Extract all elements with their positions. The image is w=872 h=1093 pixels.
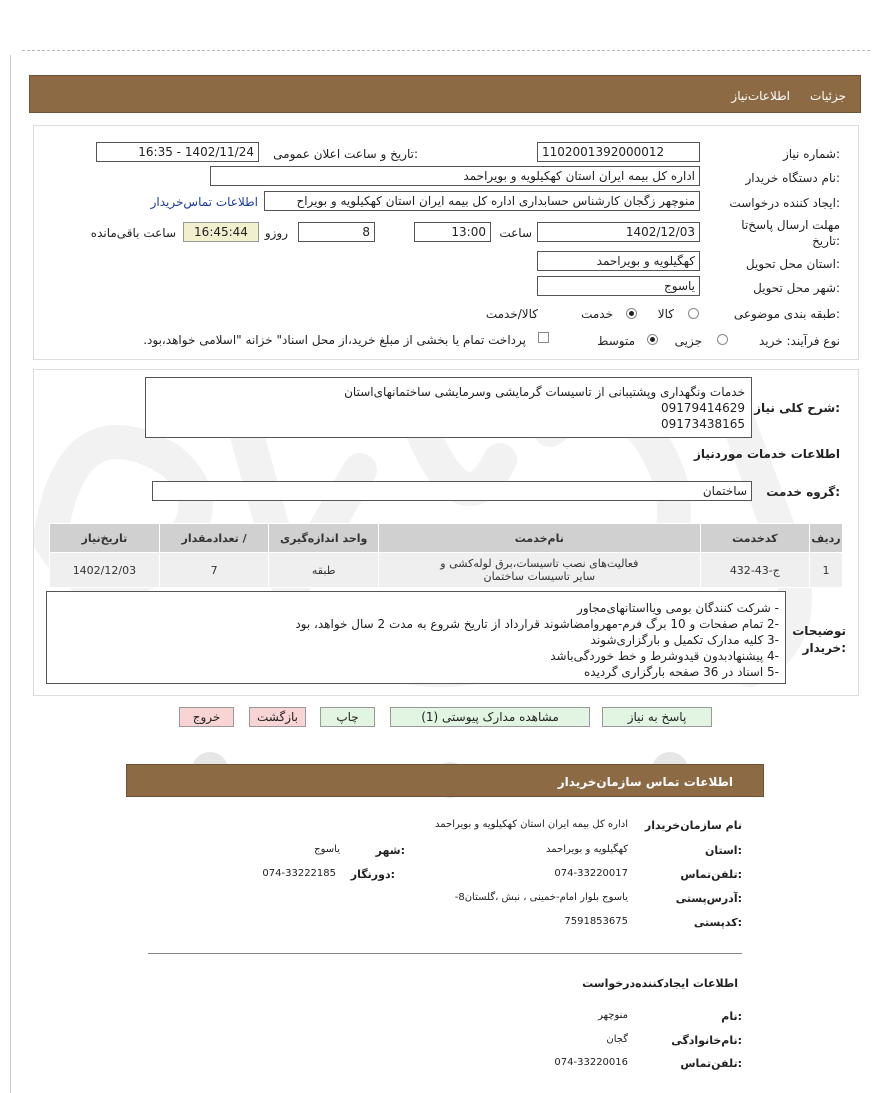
service-group-label: گروه خدمت: — [766, 485, 840, 499]
deadline-time-field[interactable]: 13:00 — [414, 222, 491, 242]
summary-line-1: خدمات ونگهداری وپشتیبانی از تاسیسات گرمایشی وسرمایشی ساختمانهای‌استان — [344, 385, 745, 399]
cell-qty: 7 — [159, 553, 269, 588]
note-line-1: - شرکت کنندگان بومی ویااستانهای‌مجاور — [577, 601, 779, 615]
time-label: ساعت — [499, 226, 532, 240]
deadline-label-2: تاریخ: — [812, 234, 840, 248]
buyer-org-field[interactable]: اداره کل بیمه ایران استان کهکیلویه و بویراحمد — [210, 166, 700, 186]
left-border — [10, 55, 11, 1093]
remaining-label: ساعت باقی‌مانده — [90, 226, 176, 240]
col-code: کدخدمت — [700, 524, 809, 553]
attachments-button[interactable]: مشاهده مدارک پیوستی (1) — [390, 707, 590, 727]
exit-button[interactable]: خروج — [179, 707, 234, 727]
cell-code: ج-43-432 — [700, 553, 809, 588]
announce-label: تاریخ و ساعت اعلان عمومی: — [273, 147, 418, 161]
buyer-contact-link[interactable]: اطلاعات تماس‌خریدار — [150, 195, 258, 209]
remaining-time-box: 16:45:44 — [183, 222, 259, 242]
radio-medium-label: متوسط — [597, 334, 635, 348]
contact-city-value: یاسوج — [314, 844, 340, 855]
need-number-field[interactable]: 1102001392000012 — [537, 142, 700, 162]
deadline-label: مهلت ارسال پاسخ‌تا — [741, 218, 840, 232]
contact-phone-label: تلفن‌تماس: — [680, 868, 742, 881]
buyer-org-label: نام دستگاه خریدار: — [745, 171, 840, 185]
announce-date-field[interactable]: 1402/11/24 - 16:35 — [96, 142, 259, 162]
contact-fax-value: 074-33222185 — [262, 868, 336, 879]
service-group-field[interactable]: ساختمان — [152, 481, 752, 501]
deadline-date-field[interactable]: 1402/12/03 — [537, 222, 700, 242]
notes-label: توضیحات — [792, 624, 846, 638]
table-row[interactable] — [50, 553, 843, 588]
summary-label: شرح کلی نیاز: — [754, 401, 840, 415]
creator-phone-label: تلفن‌تماس: — [680, 1057, 742, 1070]
org-name-value: اداره کل بیمه ایران استان کهکیلویه و بویراحمد — [435, 819, 628, 830]
contact-postal-label: کد‌پستی: — [693, 916, 742, 929]
cell-name-line-1: فعالیت‌های نصب تاسیسات،برق لوله‌کشی و — [440, 557, 639, 570]
cell-date: 1402/12/03 — [50, 553, 160, 588]
contact-phone-value: 074-33220017 — [554, 868, 628, 879]
tab-need-info[interactable]: اطلاعات‌نیاز — [731, 89, 790, 103]
contact-address-value: -یاسوج بلوار امام-خمینی ، نبش ،گلستان8 — [454, 892, 628, 903]
col-name: نام‌خدمت — [378, 524, 700, 553]
treasury-payment-note: پرداخت تمام یا بخشی از مبلغ خرید،از محل اسناد" خزانه "اسلامی خواهد،بود. — [143, 333, 526, 347]
city-field[interactable]: یاسوج — [537, 276, 700, 296]
top-divider — [22, 50, 870, 51]
radio-goods-service-label: کالا/خدمت — [485, 307, 538, 321]
days-label: روزو — [264, 226, 288, 240]
contact-title: اطلاعات تماس سازمان‌خریدار — [557, 775, 733, 789]
tab-details[interactable]: جزئیات — [810, 89, 846, 103]
need-number-label: شماره نیاز: — [782, 147, 840, 161]
note-line-5: -5 اسناد در 36 صفحه بارگزاری گردیده — [584, 665, 779, 679]
summary-textarea[interactable] — [145, 377, 752, 438]
cell-name — [378, 553, 700, 588]
reply-button[interactable]: پاسخ به نیاز — [602, 707, 712, 727]
process-label: نوع فرآیند: خرید — [759, 334, 840, 348]
creator-name-value: منوچهر — [598, 1010, 628, 1021]
contact-city-label: شهر: — [375, 844, 405, 857]
details-header — [29, 75, 861, 113]
radio-goods-label: کالا — [657, 307, 674, 321]
col-qty: / تعدادمقدار — [159, 524, 269, 553]
services-title: اطلاعات خدمات موردنیاز — [693, 447, 840, 461]
creator-label: ایجاد کننده درخواست: — [729, 196, 840, 210]
contact-postal-value: 7591853675 — [564, 916, 628, 927]
col-unit: واحد اندازه‌گیری — [269, 524, 379, 553]
note-line-4: -4 پیشنهادبدون قیدوشرط و خط خوردگی‌باشد — [550, 649, 779, 663]
col-date: تاریخ‌نیاز — [50, 524, 160, 553]
contact-province-label: استان: — [704, 844, 742, 857]
radio-partial[interactable] — [717, 334, 728, 345]
cell-name-line-2: سایر تاسیسات ساختمان — [483, 570, 596, 583]
contact-header — [126, 764, 764, 797]
note-line-3: -3 کلیه مدارک تکمیل و بارگزاری‌شوند — [590, 633, 779, 647]
radio-service-label: خدمت — [581, 307, 613, 321]
radio-medium[interactable] — [647, 334, 658, 345]
cell-unit: طبقه — [269, 553, 379, 588]
contact-divider — [148, 953, 742, 954]
creator-field[interactable]: منوچهر زگجان کارشناس حسابداری اداره کل بیمه ایران استان کهکیلویه و بویراح — [264, 191, 700, 211]
creator-family-label: نام‌خانوادگی: — [671, 1034, 742, 1047]
radio-partial-label: جزیی — [674, 334, 702, 348]
note-line-2: -2 تمام صفحات و 10 برگ فرم-مهروامضاشوند قرارداد از تاریخ شروع به مدت 2 سال خواهد، بود — [295, 617, 779, 631]
services-table — [49, 523, 843, 588]
notes-label-2: خریدار: — [802, 641, 846, 655]
category-label: طبقه بندی موضوعی: — [733, 307, 840, 321]
province-label: استان محل تحویل: — [745, 257, 840, 271]
print-button[interactable]: چاپ — [320, 707, 375, 727]
creator-name-label: نام: — [721, 1010, 742, 1023]
radio-goods[interactable] — [688, 308, 699, 319]
creator-phone-value: 074-33220016 — [554, 1057, 628, 1068]
contact-fax-label: دورنگار: — [350, 868, 395, 881]
table-header-row — [50, 524, 843, 553]
creator-info-title: اطلاعات ایجاد‌کننده‌درخواست — [582, 977, 738, 990]
cell-index: 1 — [810, 553, 843, 588]
buyer-notes-textarea[interactable] — [46, 591, 786, 684]
contact-address-label: آدرس‌پستی: — [675, 892, 742, 905]
contact-province-value: کهگیلویه و بویراحمد — [546, 844, 628, 855]
col-row: ردیف — [810, 524, 843, 553]
summary-line-2: 09179414629 — [661, 401, 745, 415]
days-field[interactable]: 8 — [298, 222, 375, 242]
back-button[interactable]: بازگشت — [249, 707, 306, 727]
province-field[interactable]: کهگیلویه و بویراحمد — [537, 251, 700, 271]
creator-family-value: گجان — [606, 1034, 628, 1045]
radio-service[interactable] — [626, 308, 637, 319]
summary-line-3: 09173438165 — [661, 417, 745, 431]
city-label: شهر محل تحویل: — [753, 281, 840, 295]
org-name-label: نام سازمان‌خریدار — [644, 819, 742, 832]
treasury-payment-checkbox[interactable] — [538, 332, 549, 343]
